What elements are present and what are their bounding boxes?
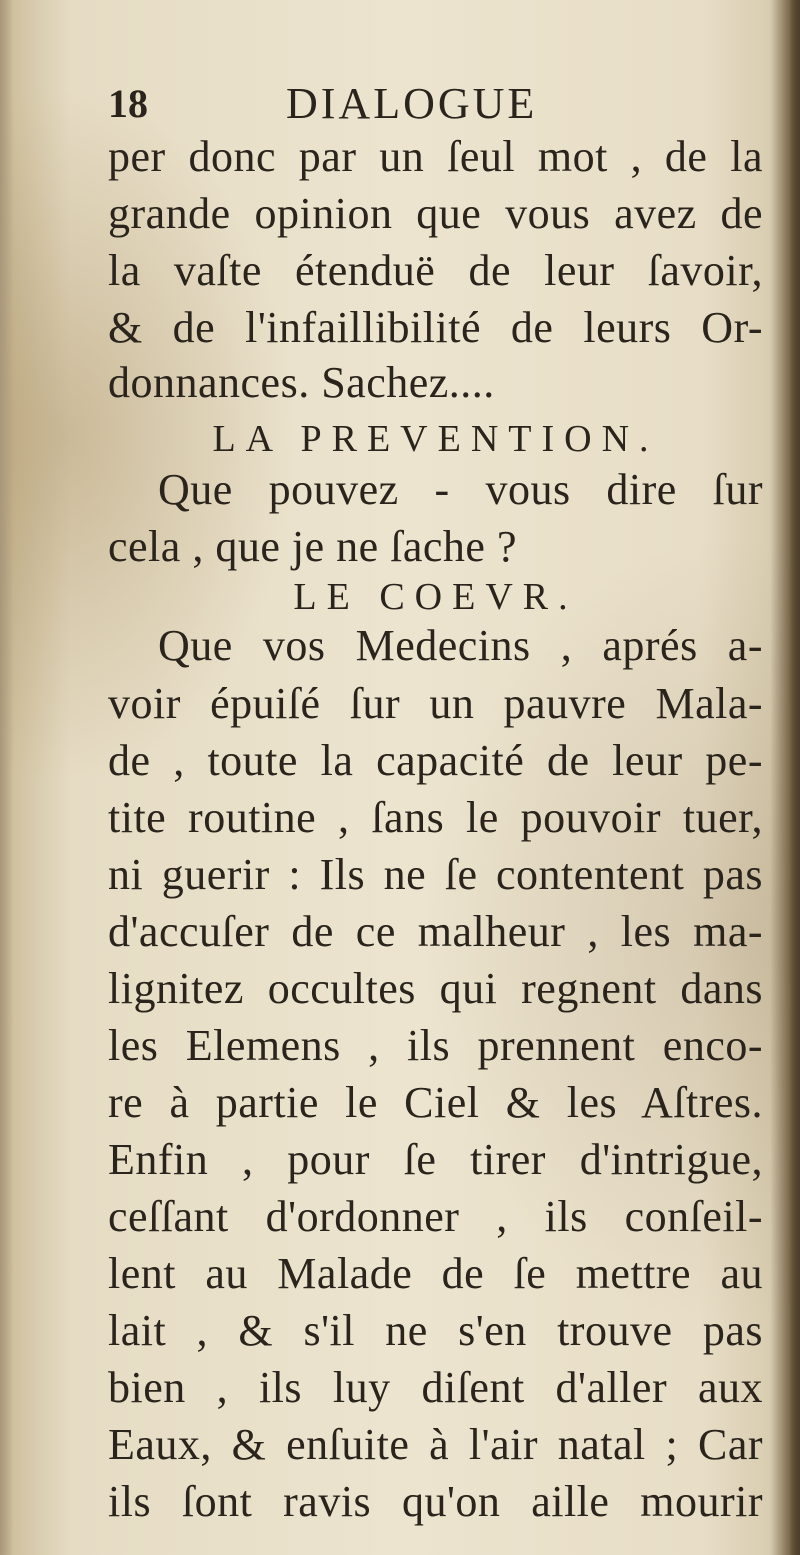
text-line: ni guerir : Ils ne ſe contentent pas bbox=[108, 850, 763, 899]
text-line: bien , ils luy diſent d'aller aux bbox=[108, 1363, 763, 1412]
text-line: per donc par un ſeul mot , de la bbox=[108, 132, 763, 181]
text-line: & de l'infaillibilité de leurs Or- bbox=[108, 303, 763, 352]
text-line: Enfin , pour ſe tirer d'intrigue, bbox=[108, 1135, 763, 1184]
page-edge bbox=[790, 0, 800, 1555]
text-line: Que pouvez - vous dire ſur bbox=[158, 465, 763, 514]
text-line: cela , que je ne ſache ? bbox=[108, 522, 517, 571]
text-line: les Elemens , ils prennent enco- bbox=[108, 1021, 763, 1070]
text-line: la vaſte étenduë de leur ſavoir, bbox=[108, 246, 763, 295]
text-line: voir épuiſé ſur un pauvre Mala- bbox=[108, 679, 763, 728]
speaker-name: LE COEVR. bbox=[293, 576, 578, 618]
text-line: Que vos Medecins , aprés a- bbox=[158, 621, 763, 670]
text-line: re à partie le Ciel & les Aſtres. bbox=[108, 1078, 763, 1127]
text-line: ceſſant d'ordonner , ils conſeil- bbox=[108, 1192, 763, 1241]
text-line: grande opinion que vous avez de bbox=[108, 189, 763, 238]
text-line: Eaux, & enſuite à l'air natal ; Car bbox=[108, 1420, 763, 1469]
text-line: ils ſont ravis qu'on aille mourir bbox=[108, 1477, 763, 1526]
page-number: 18 bbox=[108, 81, 148, 126]
text-line: lent au Malade de ſe mettre au bbox=[108, 1249, 763, 1298]
text-line: lignitez occultes qui regnent dans bbox=[108, 964, 763, 1013]
text-line: tite routine , ſans le pouvoir tuer, bbox=[108, 793, 763, 842]
text-line: de , toute la capacité de leur pe- bbox=[108, 736, 763, 785]
text-line: lait , & s'il ne s'en trouve pas bbox=[108, 1306, 763, 1355]
speaker-name: LA PREVENTION. bbox=[212, 418, 659, 460]
page-header bbox=[108, 72, 668, 128]
binding-gutter bbox=[0, 0, 14, 1555]
text-line: donnances. Sachez.... bbox=[108, 358, 495, 407]
text-line: d'accuſer de ce malheur , les ma- bbox=[108, 907, 763, 956]
running-head: DIALOGUE bbox=[286, 79, 538, 128]
